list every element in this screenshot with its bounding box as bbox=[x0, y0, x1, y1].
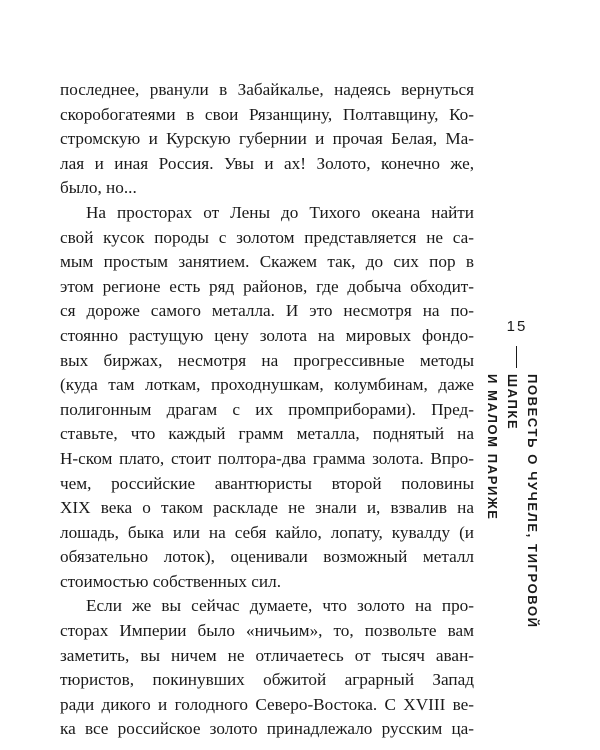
text-line: стоимостью собственных сил. bbox=[60, 571, 282, 591]
text-line: XIX века о таком раскладе не знали и, взвалив на bbox=[60, 498, 474, 518]
text-line: Н-ском плато, стоит полтора-два грамма золота. Впро- bbox=[60, 448, 474, 468]
text-line: лошадь, быка или на себя кайло, лопату, кувалду (и bbox=[60, 522, 474, 542]
text-line: свой кусок породы с золотом представляется не са- bbox=[60, 227, 474, 247]
text-line: ради дикого и голодного Северо-Востока. С XVIII ве- bbox=[60, 694, 474, 714]
running-title-line-2: И МАЛОМ ПАРИЖЕ bbox=[485, 374, 500, 521]
text-line: последнее, рванули в Забайкалье, надеясь вернуться bbox=[60, 80, 474, 99]
text-line: скоробогатеями в свои Рязанщину, Полтавщину, Ко- bbox=[60, 104, 474, 124]
page-number: 15 bbox=[506, 318, 528, 335]
running-title bbox=[485, 374, 542, 636]
running-title-line-1: ПОВЕСТЬ О ЧУЧЕЛЕ, ТИГРОВОЙ ШАПКЕ bbox=[505, 374, 540, 629]
text-line: стоянно растущую цену золота на мировых фондо- bbox=[60, 325, 474, 345]
text-line: ставьте, что каждый грамм металла, поднятый на bbox=[60, 424, 474, 444]
text-line: Если же вы сейчас думаете, что золото на про- bbox=[86, 596, 474, 616]
paragraph-2 bbox=[60, 201, 474, 595]
text-line: ка все российское золото принадлежало русским ца- bbox=[60, 719, 474, 739]
text-line: лая и иная Россия. Увы и ах! Золото, конечно же, bbox=[60, 153, 474, 173]
text-line: ся дороже самого металла. И это несмотря на по- bbox=[60, 301, 474, 321]
text-line: мым простым занятием. Скажем так, до сих пор в bbox=[60, 252, 474, 272]
text-line: этом регионе есть ряд районов, где добыча обходит- bbox=[60, 276, 474, 296]
text-line: полигонным драгам с их промприборами). Пред- bbox=[60, 399, 474, 419]
vertical-rule bbox=[516, 346, 517, 368]
paragraph-1 bbox=[60, 78, 474, 201]
text-line: чем, российские авантюристы второй половины bbox=[60, 473, 474, 493]
text-line: тюристов, покинувших обжитой аграрный Запад bbox=[60, 670, 474, 690]
text-line: было, но... bbox=[60, 178, 137, 198]
text-line: сторах Империи было «ничьим», то, позвольте вам bbox=[60, 621, 474, 641]
body-text bbox=[60, 78, 474, 742]
text-line: (куда там лоткам, проходнушкам, колумбинам, даже bbox=[60, 375, 474, 395]
text-line: вых биржах, несмотря на прогрессивные методы bbox=[60, 350, 474, 370]
text-line: стромскую и Курскую губернии и прочая Белая, Ма- bbox=[60, 129, 474, 149]
text-line: заметить, вы ничем не отличаетесь от тысяч аван- bbox=[60, 645, 474, 665]
text-line: обязательно лоток), оценивали возможный металл bbox=[60, 547, 474, 567]
text-line: На просторах от Лены до Тихого океана найти bbox=[86, 202, 474, 222]
paragraph-3 bbox=[60, 594, 474, 742]
